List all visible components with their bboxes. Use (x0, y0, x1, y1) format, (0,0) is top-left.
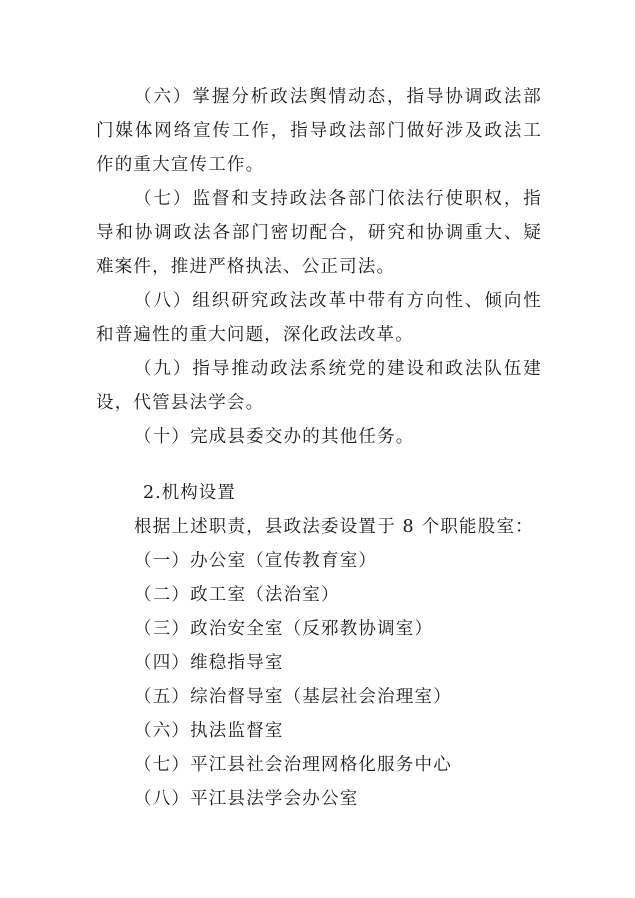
office-item-6: （六）执法监督室 (134, 721, 284, 741)
section-intro: 根据上述职责，县政法委设置于 8 个职能股室： (134, 517, 534, 537)
office-item-3: （三）政治安全室（反邪教协调室） (134, 619, 434, 639)
office-item-8: （八）平江县法学会办公室 (134, 789, 359, 809)
duty-paragraph-10: （十）完成县委交办的其他任务。 (134, 427, 415, 447)
office-item-2: （二）政工室（法治室） (134, 585, 340, 605)
duty-paragraph-6: （六）掌握分析政法舆情动态，指导协调政法部门媒体网络宣传工作，指导政法部门做好涉及政法工作的重大宣传工作。 (96, 87, 542, 175)
office-item-4: （四）维稳指导室 (134, 653, 284, 673)
duty-paragraph-7: （七）监督和支持政法各部门依法行使职权，指导和协调政法各部门密切配合，研究和协调重大、疑难案件，推进严格执法、公正司法。 (96, 189, 542, 277)
office-item-7: （七）平江县社会治理网格化服务中心 (134, 755, 452, 775)
section-heading: 2.机构设置 (143, 483, 236, 503)
duty-paragraph-9: （九）指导推动政法系统党的建设和政法队伍建设，代管县法学会。 (96, 359, 542, 413)
office-item-1: （一）办公室（宣传教育室） (134, 551, 378, 571)
office-item-5: （五）综治督导室（基层社会治理室） (134, 687, 452, 707)
duty-paragraph-8: （八）组织研究政法改革中带有方向性、倾向性和普遍性的重大问题，深化政法改革。 (96, 291, 542, 345)
